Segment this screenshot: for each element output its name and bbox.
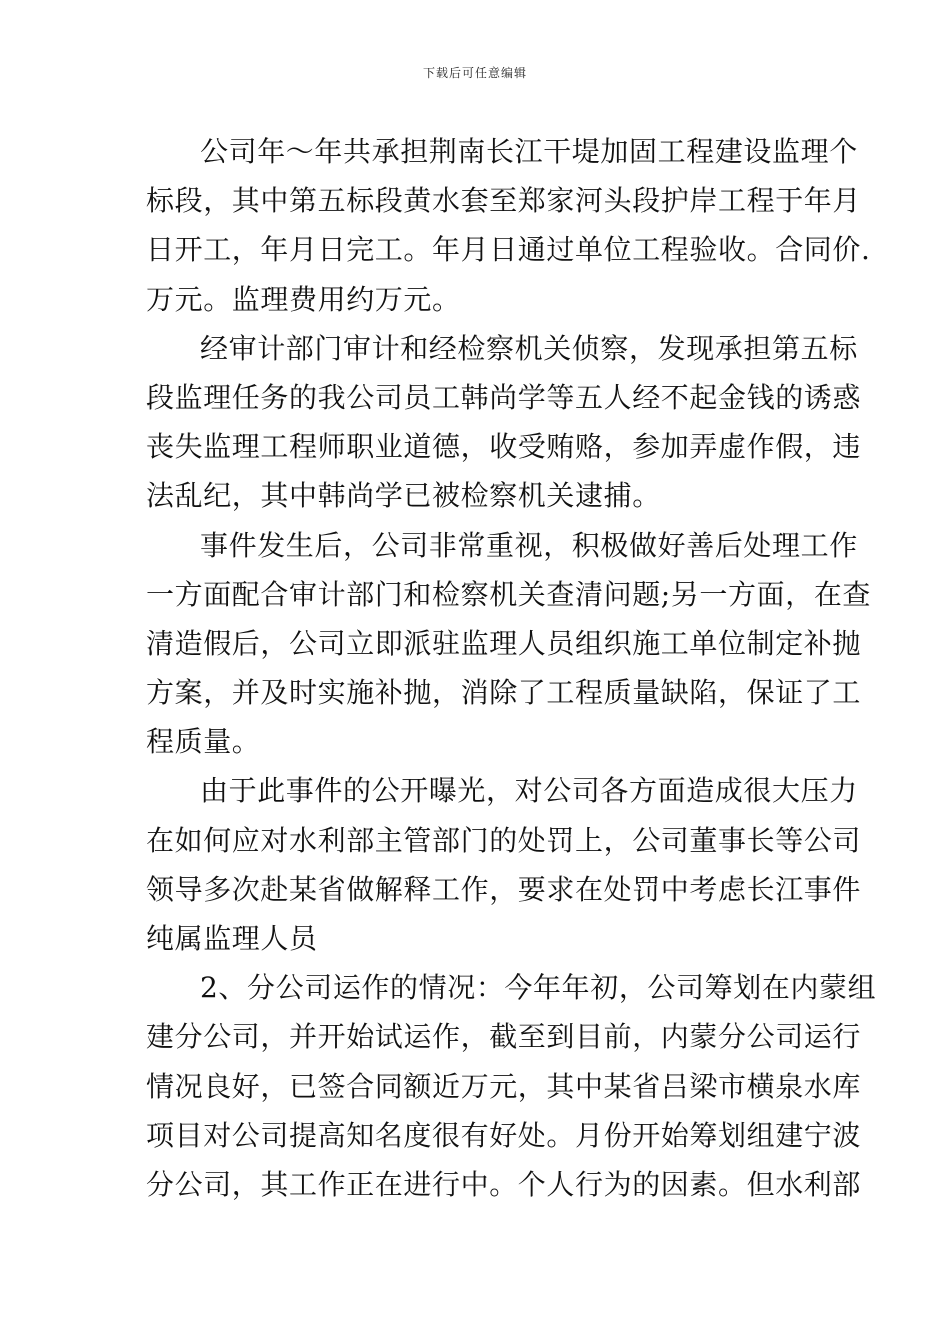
download-note: 下载后可任意编辑 [422, 66, 527, 80]
paragraph-line: 法乱纪，其中韩尚学已被检察机关逮捕。 [146, 479, 661, 513]
paragraph-line: 清造假后，公司立即派驻监理人员组织施工单位制定补抛 [146, 626, 862, 660]
paragraph-line: 丧失监理工程师职业道德，收受贿赂，参加弄虚作假，违 [146, 430, 862, 464]
paragraph-line: 程质量。 [146, 725, 261, 759]
paragraph-line: 一方面配合审计部门和检察机关查清问题;另一方面，在查 [146, 577, 872, 611]
paragraph-line: 在如何应对水利部主管部门的处罚上，公司董事长等公司 [146, 823, 862, 857]
paragraph-line: 方案，并及时实施补抛，消除了工程质量缺陷，保证了工 [146, 676, 862, 710]
paragraph-line: 领导多次赴某省做解释工作，要求在处罚中考虑长江事件 [146, 872, 862, 906]
paragraph-line: 事件发生后，公司非常重视，积极做好善后处理工作 [200, 528, 858, 562]
paragraph-2 [146, 324, 862, 521]
paragraph-line: 标段，其中第五标段黄水套至郑家河头段护岸工程于年月 [146, 184, 862, 218]
document-body [146, 127, 877, 1209]
paragraph-line: 段监理任务的我公司员工韩尚学等五人经不起金钱的诱惑 [146, 380, 862, 414]
paragraph-line: 项目对公司提高知名度很有好处。月份开始筹划组建宁波 [146, 1118, 862, 1152]
paragraph-1 [146, 127, 871, 324]
paragraph-line: 建分公司，并开始试运作，截至到目前，内蒙分公司运行 [146, 1020, 862, 1054]
paragraph-3 [146, 521, 872, 767]
paragraph-line: 纯属监理人员 [146, 922, 318, 955]
paragraph-line: 万元。监理费用约万元。 [146, 282, 461, 316]
paragraph-5 [146, 963, 877, 1209]
paragraph-line: 由于此事件的公开曝光，对公司各方面造成很大压力 [200, 774, 858, 808]
paragraph-line: 公司年～年共承担荆南长江干堤加固工程建设监理个 [200, 135, 858, 168]
paragraph-line: 分公司，其工作正在进行中。个人行为的因素。但水利部 [146, 1167, 862, 1201]
paragraph-line: 日开工，年月日完工。年月日通过单位工程验收。合同价. [146, 233, 871, 267]
paragraph-line: 情况良好，已签合同额近万元，其中某省吕梁市横泉水库 [146, 1069, 862, 1103]
paragraph-line: 经审计部门审计和经检察机关侦察，发现承担第五标 [200, 331, 858, 365]
paragraph-line: 2、分公司运作的情况：今年年初，公司筹划在内蒙组 [200, 971, 877, 1005]
paragraph-4 [146, 766, 862, 963]
